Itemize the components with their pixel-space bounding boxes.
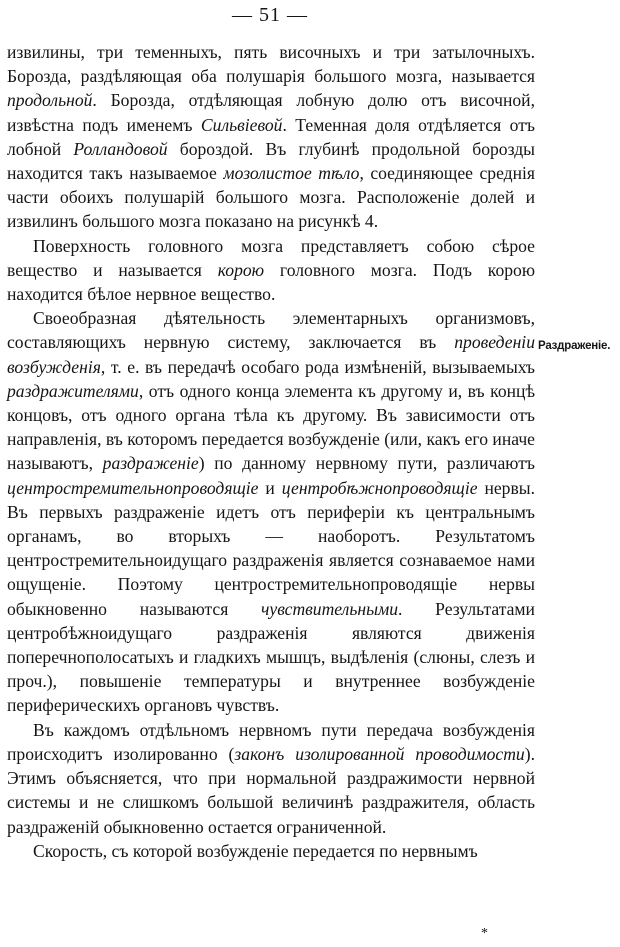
text-run: . Теменная доля отдѣляется отъ лобной (7, 114, 535, 159)
footer-mark: * (481, 926, 488, 941)
text-run: . Борозда, отдѣляющая лобную долю отъ височной, извѣстна подъ именемъ (7, 90, 535, 135)
text-run: Поверхность головного мозга представляетъ собою сѣрое вещество и называется (7, 235, 535, 280)
text-run: . Результатами центробѣжноидущаго раздраженія являются движенія поперечнополосатыхъ и гладкихъ мышцъ, выдѣленія (слюны, слезъ и проч.), повышеніе температуры и внутреннее возбужденіе периферическихъ органовъ чувствъ. (7, 598, 535, 716)
paragraph (7, 718, 535, 839)
text-run: , отъ одного конца элемента къ другому и, въ концѣ концовъ, отъ одного органа тѣла къ другому. Въ зависимости отъ направленія, въ которомъ передается возбужденіе (или, какъ его иначе называютъ, (7, 380, 535, 474)
emphasized-term: Ролландовой (73, 138, 168, 159)
paragraph (7, 40, 535, 234)
text-run: извилины, три теменныхъ, пять височныхъ и три затылочныхъ. Борозда, раздѣляющая оба полушарія большого мозга, называется (7, 42, 535, 87)
emphasized-term: законъ изолированной проводимости (234, 743, 525, 764)
emphasized-term: корою (217, 259, 265, 280)
text-run: бороздой. Въ глубинѣ продольной борозды находится такъ называемое (7, 138, 535, 184)
margin-note: Раздраженіе. (538, 340, 611, 352)
text-run: и (258, 477, 282, 498)
paragraph (7, 306, 535, 717)
text-run: головного мозга. Подъ корою находится бѣлое нервное вещество. (7, 259, 535, 305)
paragraph (7, 234, 535, 307)
text-run: , т. е. въ передачѣ особаго рода измѣненій, вызываемыхъ (100, 356, 535, 377)
paragraph (7, 839, 535, 863)
emphasized-term: чувствительными (261, 598, 399, 619)
text-run: нервы. Въ первыхъ раздраженіе идетъ отъ периферіи къ центральнымъ органамъ, во вторыхъ — наоборотъ. Результатомъ центростремительноидущаго раздраженія является сознаваемое нами ощущеніе. Поэтому центростремительнопроводящіе нервы обыкновенно называются (7, 477, 535, 619)
page-number: — 51 — (232, 4, 308, 26)
text-run: ). Этимъ объясняется, что при нормальной раздражимости нервной системы и не слишкомъ большой величинѣ раздражителя, область раздраженій обыкновенно остается ограниченной. (7, 743, 535, 837)
emphasized-term: раздражителями (7, 380, 139, 401)
emphasized-term: Сильвіевой (200, 114, 283, 135)
body-text (7, 40, 535, 863)
emphasized-term: центростремительнопроводящіе (7, 477, 259, 498)
emphasized-term: раздраженіе (102, 453, 199, 474)
emphasized-term: проведеніи возбужденія (7, 332, 535, 377)
text-run: ) по данному нервному пути, различаютъ (198, 453, 536, 474)
emphasized-term: мозолистое тѣло (223, 163, 360, 184)
text-run: , соединяющее среднія части обоихъ полушарій большого мозга. Расположеніе долей и извилинъ большого мозга показано на рисункѣ 4. (7, 163, 535, 232)
text-run: Своеобразная дѣятельность элементарныхъ организмовъ, составляющихъ нервную систему, заключается въ (7, 308, 535, 353)
emphasized-term: центробѣжнопроводящіе (281, 477, 478, 498)
text-run: Скорость, съ которой возбужденіе передается по нервнымъ (33, 840, 478, 861)
emphasized-term: продольной (7, 90, 93, 111)
text-run: Въ каждомъ отдѣльномъ нервномъ пути передача возбужденія происходитъ изолированно ( (7, 719, 535, 764)
